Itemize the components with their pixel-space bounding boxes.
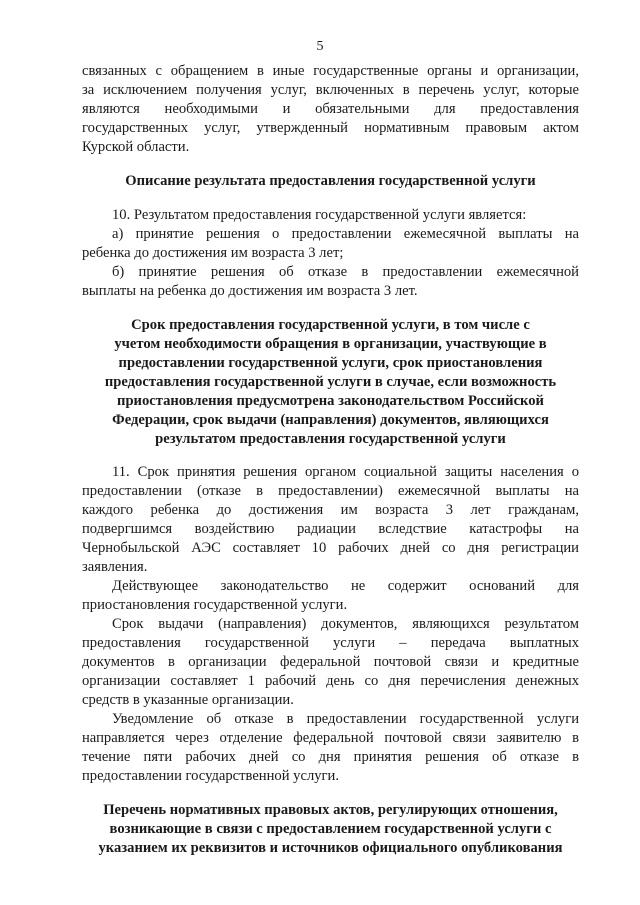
text-line: заявления. bbox=[82, 559, 148, 575]
text-line: направляется через отделение федеральной почтовой связи заявителю в bbox=[82, 730, 579, 746]
text-line: государственных услуг, утвержденный нормативным правовым актом bbox=[82, 120, 579, 136]
text-line: Чернобыльской АЭС составляет 10 рабочих дней со дня регистрации bbox=[82, 540, 579, 556]
text-line: организации составляет 1 рабочий день со дня перечисления денежных bbox=[82, 673, 579, 689]
heading-line: Федерации, срок выдачи (направления) документов, являющихся bbox=[112, 412, 549, 428]
heading-line: возникающие в связи с предоставлением государственной услуги с bbox=[109, 821, 552, 837]
text-line: предоставлении государственной услуги. bbox=[82, 768, 339, 784]
text-line: предоставления государственной услуги – передача выплатных bbox=[82, 635, 579, 651]
text-line: 11. Срок принятия решения органом социальной защиты населения о bbox=[112, 464, 579, 480]
page-number: 5 bbox=[316, 39, 324, 54]
text-line: предоставлении (отказе в предоставлении) ежемесячной выплаты на bbox=[82, 483, 579, 499]
text-line: каждого ребенка до достижения им возраста 3 лет гражданам, bbox=[82, 502, 579, 518]
text-line: течение пяти рабочих дней со дня принятия решения об отказе в bbox=[82, 749, 579, 765]
text-line: Курской области. bbox=[82, 139, 190, 155]
text-line: Уведомление об отказе в предоставлении государственной услуги bbox=[112, 711, 579, 727]
text-line: связанных с обращением в иные государственные органы и организации, bbox=[82, 63, 579, 79]
heading-line: указанием их реквизитов и источников официального опубликования bbox=[98, 840, 563, 856]
heading-line: предоставления государственной услуги в случае, если возможность bbox=[104, 374, 557, 390]
section-heading: Описание результата предоставления государственной услуги bbox=[125, 173, 536, 189]
heading-line: предоставлении государственной услуги, срок приостановления bbox=[118, 355, 543, 371]
text-line: документов в организации федеральной почтовой связи и кредитные bbox=[82, 654, 579, 670]
heading-line: Срок предоставления государственной услуги, в том числе с bbox=[131, 317, 530, 333]
text-line: подвергшимся воздействию радиации вследствие катастрофы на bbox=[82, 521, 579, 537]
heading-line: результатом предоставления государственной услуги bbox=[155, 431, 506, 447]
text-line: приостановления государственной услуги. bbox=[82, 597, 348, 613]
heading-line: приостановления предусмотрена законодательством Российской bbox=[117, 393, 544, 409]
heading-line: Перечень нормативных правовых актов, регулирующих отношения, bbox=[103, 802, 558, 818]
text-line: Действующее законодательство не содержит оснований для bbox=[112, 578, 579, 594]
text-line: за исключением получения услуг, включенных в перечень услуг, которые bbox=[82, 82, 579, 98]
text-line: б) принятие решения об отказе в предоставлении ежемесячной bbox=[112, 264, 579, 280]
text-line: являются необходимыми и обязательными для предоставления bbox=[82, 101, 579, 117]
heading-line: учетом необходимости обращения в организации, участвующие в bbox=[114, 336, 547, 352]
text-line: ребенка до достижения им возраста 3 лет; bbox=[82, 245, 344, 261]
text-line: средств в указанные организации. bbox=[82, 692, 294, 708]
text-line: 10. Результатом предоставления государственной услуги является: bbox=[112, 207, 527, 223]
text-line: Срок выдачи (направления) документов, являющихся результатом bbox=[112, 616, 579, 632]
text-line: а) принятие решения о предоставлении ежемесячной выплаты на bbox=[112, 226, 579, 242]
text-line: выплаты на ребенка до достижения им возраста 3 лет. bbox=[82, 283, 418, 299]
